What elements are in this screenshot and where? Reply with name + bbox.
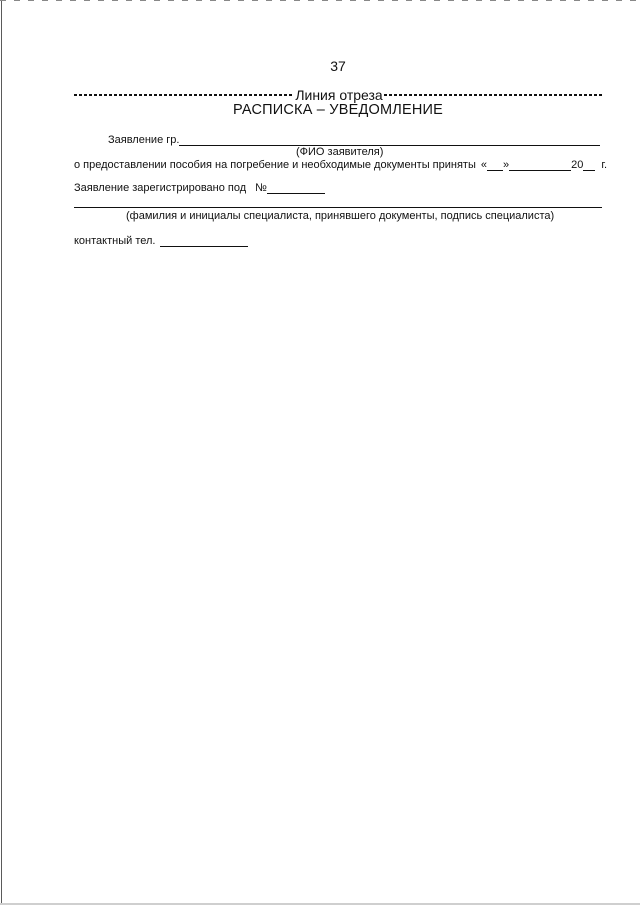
registration-number-field[interactable] bbox=[267, 181, 325, 194]
registered-label: Заявление зарегистрировано под bbox=[74, 182, 247, 194]
specialist-signature-field[interactable] bbox=[74, 207, 602, 208]
provision-text: о предоставлении пособия на погребение и необходимые документы приняты bbox=[74, 159, 476, 171]
document-title: РАСПИСКА – УВЕДОМЛЕНИЕ bbox=[233, 102, 443, 118]
year-prefix: 20 bbox=[571, 159, 584, 171]
year-field[interactable] bbox=[583, 158, 595, 171]
year-suffix: г. bbox=[601, 159, 608, 171]
quote-open: « bbox=[480, 159, 487, 171]
day-field[interactable] bbox=[487, 158, 503, 171]
cut-line-dashes-right bbox=[384, 94, 604, 96]
scan-edge-top bbox=[0, 0, 640, 1]
registration-row bbox=[74, 181, 325, 194]
specialist-caption: (фамилия и инициалы специалиста, принявшего документы, подпись специалиста) bbox=[126, 210, 555, 222]
contact-row bbox=[74, 234, 248, 247]
contact-label: контактный тел. bbox=[74, 235, 156, 247]
number-sign: № bbox=[255, 182, 267, 194]
applicant-name-field[interactable] bbox=[179, 133, 600, 146]
fio-caption: (ФИО заявителя) bbox=[296, 146, 384, 158]
quote-close: » bbox=[502, 159, 510, 171]
provision-row bbox=[74, 158, 607, 171]
cut-line-dashes-left bbox=[74, 94, 294, 96]
application-label: Заявление гр. bbox=[108, 134, 180, 146]
page-number: 37 bbox=[330, 58, 346, 74]
application-row bbox=[108, 133, 600, 146]
scan-edge-left bbox=[1, 0, 2, 905]
contact-phone-field[interactable] bbox=[160, 234, 248, 247]
month-field[interactable] bbox=[509, 158, 571, 171]
cut-line-label: Линия отреза bbox=[295, 87, 383, 103]
